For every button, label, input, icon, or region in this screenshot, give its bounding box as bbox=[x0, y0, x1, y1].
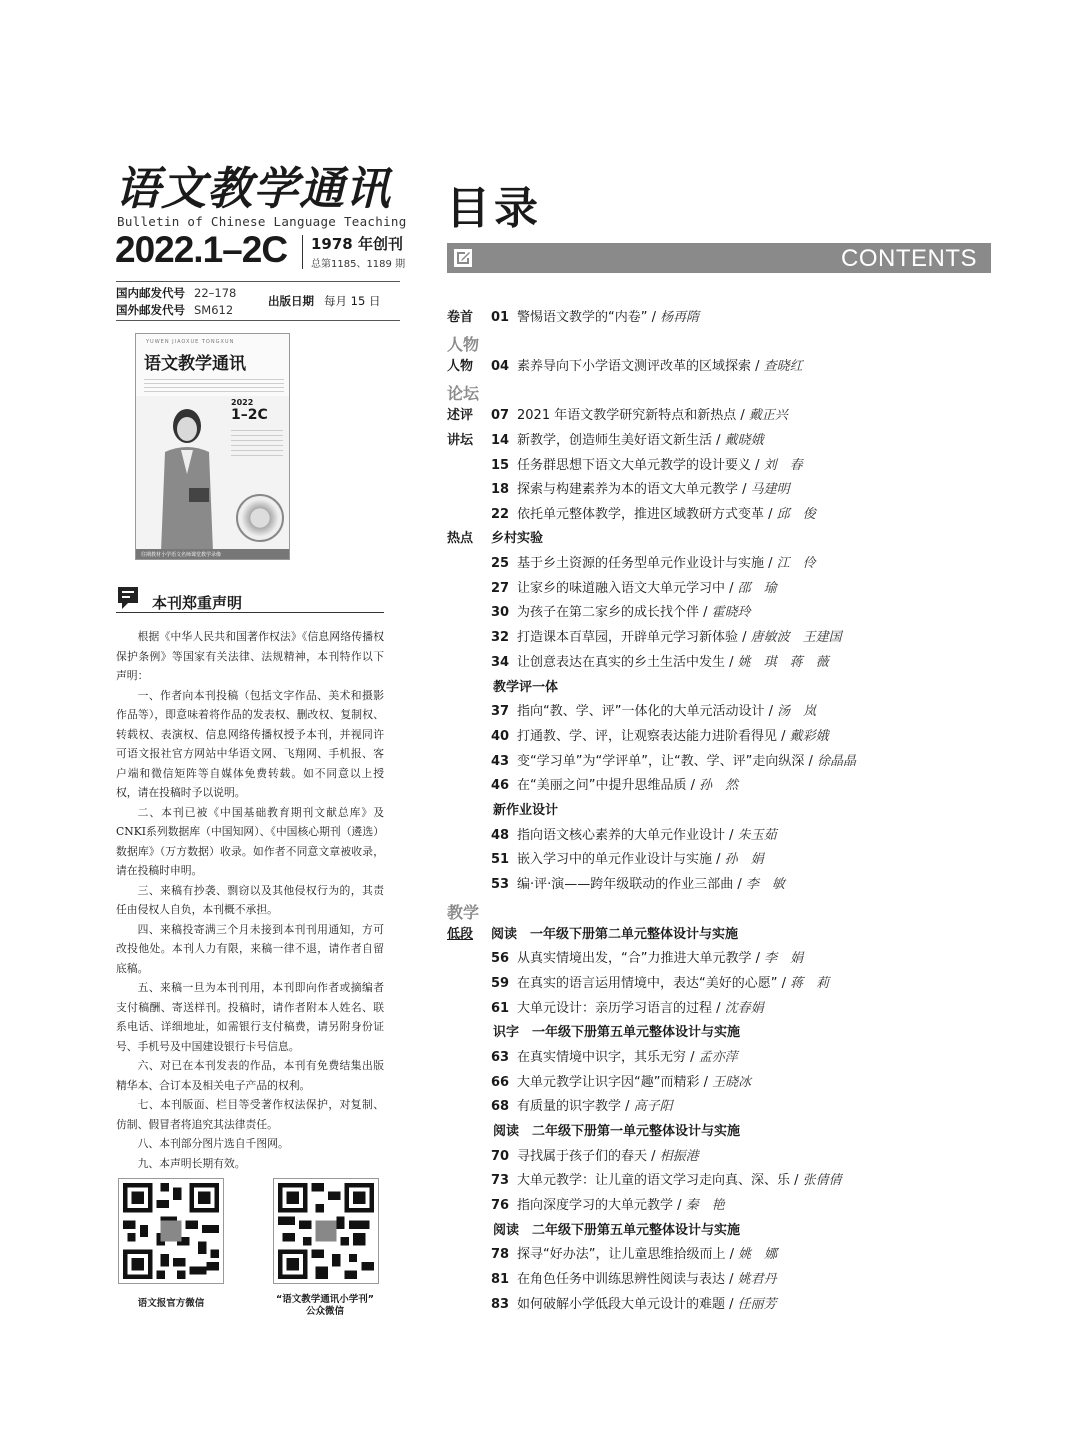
cover-lines bbox=[144, 376, 284, 394]
notice-paragraph: 根据《中华人民共和国著作权法》《信息网络传播权保护条例》等国家有关法律、法规精神，本刊特作以下声明： bbox=[116, 630, 384, 682]
toc-author: 秦 艳 bbox=[685, 1198, 725, 1213]
toc-title: 目录 bbox=[446, 183, 542, 234]
toc-page: 63 bbox=[491, 1050, 510, 1065]
toc-title-text: 指向语文核心素养的大单元作业设计 bbox=[517, 828, 726, 843]
section-renwu: 人物 bbox=[447, 335, 480, 354]
toc-title-text: 变“学习单”为“学评单”，让“教、学、评”走向纵深 bbox=[517, 754, 805, 769]
toc-column: 低段 bbox=[447, 927, 474, 942]
toc-page: 07 bbox=[491, 408, 510, 423]
toc-title-text: 2021 年语文教学研究新特点和新热点 bbox=[517, 408, 737, 423]
toc-title-text: 在“美丽之问”中提升思维品质 bbox=[517, 778, 687, 793]
toc-subsection bbox=[447, 923, 738, 947]
toc-title-text: 让家乡的味道融入语文大单元学习中 bbox=[517, 581, 726, 596]
cover-footer-text: 往期教材小学语文名师课堂教学录像 bbox=[141, 552, 222, 558]
toc-title-text: 从真实情境出发，“合”力推进大单元教学 bbox=[517, 951, 752, 966]
toc-title-text: 打造课本百草园，开辟单元学习新体验 bbox=[517, 630, 739, 645]
toc-author: 徐晶晶 bbox=[817, 754, 857, 769]
toc-page: 53 bbox=[491, 877, 510, 892]
toc-entry[interactable]: 18 探索与构建素养为本的语文大单元教学 / 马建明 bbox=[447, 478, 790, 502]
foreign-label: 国外邮发代号 bbox=[116, 303, 185, 317]
toc-entry[interactable]: 40 打通教、学、评，让观察表达能力进阶看得见 / 戴彩娥 bbox=[447, 725, 829, 749]
toc-entry[interactable]: 48 指向语文核心素养的大单元作业设计 / 朱玉茹 bbox=[447, 824, 777, 848]
toc-title-text: 在角色任务中训练思辨性阅读与表达 bbox=[517, 1272, 726, 1287]
toc-author: 孙 然 bbox=[699, 778, 739, 793]
toc-column: 人物 bbox=[447, 359, 474, 374]
cover-portrait bbox=[151, 404, 221, 552]
toc-title-text: 打通教、学、评，让观察表达能力进阶看得见 bbox=[517, 729, 778, 744]
toc-entry[interactable]: 人物 04 素养导向下小学语文测评改革的区域探索 / 查晓红 bbox=[447, 355, 803, 379]
toc-entry[interactable]: 25 基于乡土资源的任务型单元作业设计与实施 / 江 伶 bbox=[447, 552, 816, 576]
toc-author: 汤 岚 bbox=[777, 704, 817, 719]
founded-year: 1978 年创刊 bbox=[311, 235, 403, 253]
contents-bar bbox=[447, 243, 991, 273]
toc-page: 68 bbox=[491, 1099, 510, 1114]
toc-author: 李 敏 bbox=[745, 877, 785, 892]
logo-icon bbox=[453, 248, 473, 268]
toc-title-text: 新教学，创造师生美好语文新生活 bbox=[517, 433, 713, 448]
toc-author: 邵 瑜 bbox=[737, 581, 777, 596]
toc-page: 59 bbox=[491, 976, 510, 991]
issue-number: 2022.1–2C bbox=[115, 229, 288, 270]
qr-code-left[interactable] bbox=[118, 1178, 224, 1284]
toc-author: 戴正兴 bbox=[748, 408, 788, 423]
toc-entry[interactable]: 59 在真实的语言运用情境中，表达“美好的心愿” / 蒋 莉 bbox=[447, 972, 829, 996]
toc-subsection-title: 阅读 一年级下册第二单元整体设计与实施 bbox=[491, 927, 739, 942]
notice-paragraph: 七、本刊版面、栏目等受著作权法保护，对复制、仿制、假冒者将追究其法律责任。 bbox=[116, 1098, 384, 1131]
toc-entry[interactable]: 56 从真实情境出发，“合”力推进大单元教学 / 李 娟 bbox=[447, 947, 803, 971]
notice-paragraph: 八、本刊部分图片选自千图网。 bbox=[137, 1137, 289, 1150]
toc-page: 78 bbox=[491, 1247, 510, 1262]
toc-author: 孙 娟 bbox=[724, 852, 764, 867]
domestic-value: 22–178 bbox=[194, 286, 237, 300]
toc-entry[interactable]: 61 大单元设计：亲历学习语言的过程 / 沈春娟 bbox=[447, 997, 764, 1021]
toc-title-text: 指向深度学习的大单元教学 bbox=[517, 1198, 674, 1213]
notice-title: 本刊郑重声明 bbox=[152, 594, 243, 612]
toc-title-text: 大单元设计：亲历学习语言的过程 bbox=[517, 1001, 713, 1016]
toc-page: 37 bbox=[491, 704, 510, 719]
toc-author: 姚 娜 bbox=[738, 1247, 778, 1262]
pubdate-label: 出版日期 bbox=[268, 294, 314, 308]
contents-label: CONTENTS bbox=[841, 245, 977, 272]
toc-page: 56 bbox=[491, 951, 510, 966]
toc-author: 戴彩娥 bbox=[789, 729, 829, 744]
toc-entry[interactable]: 78 探寻“好办法”，让儿童思维拾级而上 / 姚 娜 bbox=[447, 1243, 777, 1267]
toc-title-text: 嵌入学习中的单元作业设计与实施 bbox=[517, 852, 713, 867]
toc-author: 邱 俊 bbox=[776, 507, 816, 522]
notice-paragraph: 四、来稿投寄满三个月未接到本刊刊用通知，方可改投他处。本刊人力有限，来稿一律不退，请作者自留底稿。 bbox=[116, 922, 384, 975]
toc-entry[interactable]: 15 任务群思想下语文大单元教学的设计要义 / 刘 春 bbox=[447, 454, 803, 478]
toc-subsection: 教学评一体 bbox=[493, 680, 559, 695]
toc-title-text: 指向“教、学、评”一体化的大单元活动设计 bbox=[517, 704, 765, 719]
toc-title-text: 在真实的语言运用情境中，表达“美好的心愿” bbox=[517, 976, 778, 991]
toc-author: 霍晓玲 bbox=[711, 605, 751, 620]
toc-subsection: 新作业设计 bbox=[493, 803, 559, 818]
toc-author: 任丽芳 bbox=[737, 1297, 777, 1312]
toc-entry[interactable]: 81 在角色任务中训练思辨性阅读与表达 / 姚君丹 bbox=[447, 1268, 777, 1292]
toc-entry[interactable]: 34 让创意表达在真实的乡土生活中发生 / 姚 琪 蒋 薇 bbox=[447, 651, 829, 675]
toc-author: 张倩倩 bbox=[802, 1173, 842, 1188]
toc-entry[interactable]: 68 有质量的识字教学 / 高子阳 bbox=[447, 1095, 673, 1119]
toc-author: 马建明 bbox=[750, 482, 790, 497]
toc-subsection-title: 乡村实验 bbox=[491, 531, 544, 546]
notice-paragraph: 九、本声明长期有效。 bbox=[137, 1156, 246, 1170]
qr-caption-right-1: “语文教学通讯小学刊” bbox=[276, 1294, 374, 1305]
notice-paragraph: 二、本刊已被《中国基础教育期刊文献总库》及CNKI系列数据库（中国知网）、《中国核心期刊（遴选）数据库》（万方数据）收录。如作者不同意文章被收录，请在投稿时申明。 bbox=[116, 805, 384, 877]
qr-code-icon bbox=[119, 1179, 223, 1283]
toc-page: 73 bbox=[491, 1173, 510, 1188]
qr-caption-right-2: 公众微信 bbox=[305, 1306, 344, 1317]
cover-image bbox=[135, 333, 290, 560]
toc-page: 04 bbox=[491, 359, 510, 374]
toc-page: 32 bbox=[491, 630, 510, 645]
postal-codes bbox=[116, 285, 236, 319]
toc-entry[interactable]: 76 指向深度学习的大单元教学 / 秦 艳 bbox=[447, 1194, 725, 1218]
toc-entry[interactable]: 70 寻找属于孩子们的春天 / 相振港 bbox=[447, 1145, 699, 1169]
divider bbox=[116, 320, 400, 321]
toc-author: 杨再隋 bbox=[660, 310, 700, 325]
toc-page: 40 bbox=[491, 729, 510, 744]
toc-title-text: 在真实情境中识字，其乐无穷 bbox=[517, 1050, 687, 1065]
toc-author: 高子阳 bbox=[633, 1099, 673, 1114]
toc-title-text: 任务群思想下语文大单元教学的设计要义 bbox=[517, 458, 752, 473]
domestic-label: 国内邮发代号 bbox=[116, 286, 185, 300]
cover-title: 语文教学通讯 bbox=[144, 354, 246, 374]
toc-entry[interactable]: 66 大单元教学让识字因“趣”而精彩 / 王晓冰 bbox=[447, 1071, 751, 1095]
pubdate-value: 每月 15 日 bbox=[324, 294, 381, 308]
toc-entry[interactable]: 32 打造课本百草园，开辟单元学习新体验 / 唐敏波 王建国 bbox=[447, 626, 842, 650]
toc-entry[interactable]: 27 让家乡的味道融入语文大单元学习中 / 邵 瑜 bbox=[447, 577, 777, 601]
toc-author: 戴晓娥 bbox=[724, 433, 764, 448]
total-issue: 总第1185、1189 期 bbox=[311, 259, 406, 270]
toc-page: 22 bbox=[491, 507, 510, 522]
toc-title-text: 警惕语文教学的“内卷” bbox=[517, 310, 648, 325]
toc-page: 18 bbox=[491, 482, 510, 497]
toc-entry[interactable]: 83 如何破解小学低段大单元设计的难题 / 任丽芳 bbox=[447, 1293, 777, 1317]
toc-column: 讲坛 bbox=[447, 433, 474, 448]
toc-entry[interactable]: 51 嵌入学习中的单元作业设计与实施 / 孙 娟 bbox=[447, 848, 764, 872]
toc-author: 李 娟 bbox=[764, 951, 804, 966]
toc-author: 姚 琪 蒋 薇 bbox=[737, 655, 829, 670]
toc-author: 江 伶 bbox=[776, 556, 816, 571]
toc-page: 81 bbox=[491, 1272, 510, 1287]
toc-page: 27 bbox=[491, 581, 510, 596]
toc-page: 43 bbox=[491, 754, 510, 769]
toc-entry[interactable]: 53 编·评·演——跨年级联动的作业三部曲 / 李 敏 bbox=[447, 873, 785, 897]
toc-entry[interactable]: 37 指向“教、学、评”一体化的大单元活动设计 / 汤 岚 bbox=[447, 700, 816, 724]
toc-title-text: 让创意表达在真实的乡土生活中发生 bbox=[517, 655, 726, 670]
toc-author: 朱玉茹 bbox=[737, 828, 777, 843]
toc-entry[interactable]: 63 在真实情境中识字，其乐无穷 / 孟亦萍 bbox=[447, 1046, 738, 1070]
toc-title-text: 大单元教学：让儿童的语文学习走向真、深、乐 bbox=[517, 1173, 791, 1188]
toc-subsection: 阅读 二年级下册第五单元整体设计与实施 bbox=[493, 1223, 741, 1238]
toc-title-text: 大单元教学让识字因“趣”而精彩 bbox=[517, 1075, 700, 1090]
toc-page: 15 bbox=[491, 458, 510, 473]
toc-entry[interactable]: 43 变“学习单”为“学评单”，让“教、学、评”走向纵深 / 徐晶晶 bbox=[447, 750, 856, 774]
toc-entry[interactable]: 46 在“美丽之问”中提升思维品质 / 孙 然 bbox=[447, 774, 738, 798]
notice-paragraph: 一、作者向本刊投稿（包括文字作品、美术和摄影作品等），即意味着将作品的发表权、删改权、复制权、转载权、表演权、信息网络传播权授予本刊，并视同许可语文报社官方网站中华语文网、飞翔网、手机报、客户端和微信矩阵等自媒体免费转载。如不同意以上授权，请在投稿时予以说明。 bbox=[116, 688, 384, 799]
qr-code-icon bbox=[274, 1179, 378, 1283]
toc-author: 姚君丹 bbox=[737, 1272, 777, 1287]
masthead-subtitle: Bulletin of Chinese Language Teaching bbox=[117, 214, 407, 229]
cover-smalltext bbox=[231, 426, 283, 456]
notice-divider bbox=[116, 612, 384, 613]
toc-subsection: 阅读 二年级下册第一单元整体设计与实施 bbox=[493, 1124, 741, 1139]
toc-entry[interactable]: 22 依托单元整体教学，推进区域教研方式变革 / 邱 俊 bbox=[447, 503, 816, 527]
toc-page: 34 bbox=[491, 655, 510, 670]
notice-paragraph: 六、对已在本刊发表的作品，本刊有免费结集出版精华本、合订本及相关电子产品的权利。 bbox=[116, 1059, 384, 1092]
foreign-value: SM612 bbox=[194, 303, 234, 317]
issue-separator bbox=[302, 235, 303, 269]
toc-page: 83 bbox=[491, 1297, 510, 1312]
toc-title-text: 如何破解小学低段大单元设计的难题 bbox=[517, 1297, 726, 1312]
toc-column: 卷首 bbox=[447, 310, 474, 325]
toc-author: 刘 春 bbox=[763, 458, 803, 473]
cover-year: 2022 bbox=[231, 398, 254, 407]
toc-page: 51 bbox=[491, 852, 510, 867]
section-luntan: 论坛 bbox=[447, 384, 480, 403]
toc-column: 热点 bbox=[447, 531, 474, 546]
cover-en: YUWEN JIAOXUE TONGXUN bbox=[146, 339, 235, 345]
toc-title-text: 素养导向下小学语文测评改革的区域探索 bbox=[517, 359, 752, 374]
toc-author: 王晓冰 bbox=[712, 1075, 752, 1090]
qr-code-right[interactable] bbox=[273, 1178, 379, 1284]
toc-title-text: 编·评·演——跨年级联动的作业三部曲 bbox=[517, 877, 734, 892]
toc-page: 25 bbox=[491, 556, 510, 571]
toc-column: 述评 bbox=[447, 408, 474, 423]
toc-title-text: 寻找属于孩子们的春天 bbox=[517, 1149, 648, 1164]
notice-paragraph: 三、来稿有抄袭、剽窃以及其他侵权行为的，其责任由侵权人自负，本刊概不承担。 bbox=[116, 883, 384, 916]
toc-author: 唐敏波 王建国 bbox=[750, 630, 842, 645]
toc-page: 14 bbox=[491, 433, 510, 448]
toc-title-text: 基于乡土资源的任务型单元作业设计与实施 bbox=[517, 556, 765, 571]
toc-entry[interactable]: 述评 07 2021 年语文教学研究新特点和新热点 / 戴正兴 bbox=[447, 404, 788, 428]
toc-title-text: 探索与构建素养为本的语文大单元教学 bbox=[517, 482, 739, 497]
pub-date bbox=[268, 293, 380, 309]
toc-page: 01 bbox=[491, 310, 510, 325]
toc-entry[interactable]: 30 为孩子在第二家乡的成长找个伴 / 霍晓玲 bbox=[447, 601, 751, 625]
toc-page: 30 bbox=[491, 605, 510, 620]
toc-subsection: 识字 一年级下册第五单元整体设计与实施 bbox=[493, 1025, 741, 1040]
toc-entry[interactable]: 卷首 01 警惕语文教学的“内卷” / 杨再隋 bbox=[447, 306, 699, 330]
toc-page: 66 bbox=[491, 1075, 510, 1090]
toc-author: 蒋 莉 bbox=[790, 976, 830, 991]
toc-page: 76 bbox=[491, 1198, 510, 1213]
toc-author: 查晓红 bbox=[763, 359, 803, 374]
toc-subsection bbox=[447, 527, 543, 551]
cover-footer bbox=[136, 549, 289, 559]
toc-title-text: 依托单元整体教学，推进区域教研方式变革 bbox=[517, 507, 765, 522]
notice-body bbox=[116, 627, 384, 1173]
toc-title-text: 为孩子在第二家乡的成长找个伴 bbox=[517, 605, 700, 620]
toc-page: 48 bbox=[491, 828, 510, 843]
qr-caption-right bbox=[268, 1294, 382, 1318]
speech-bubble-icon bbox=[116, 585, 140, 611]
toc-entry[interactable]: 讲坛 14 新教学，创造师生美好语文新生活 / 戴晓娥 bbox=[447, 429, 764, 453]
notice-paragraph: 五、来稿一旦为本刊刊用，本刊即向作者或摘编者支付稿酬、寄送样刊。投稿时，请作者附本人姓名、联系电话、详细地址，如需银行支付稿费，请另附身份证号、手机号及中国建设银行卡号信息。 bbox=[116, 981, 384, 1053]
masthead-title: 语文教学通讯 bbox=[115, 162, 392, 215]
toc-title-text: 有质量的识字教学 bbox=[517, 1099, 622, 1114]
toc-author: 相振港 bbox=[659, 1149, 699, 1164]
toc-title-text: 探寻“好办法”，让儿童思维拾级而上 bbox=[517, 1247, 726, 1262]
cover-seal bbox=[236, 494, 284, 542]
toc-author: 沈春娟 bbox=[724, 1001, 764, 1016]
section-jiaoxue: 教学 bbox=[447, 903, 480, 922]
cover-number: 1–2C bbox=[231, 407, 268, 423]
toc-page: 70 bbox=[491, 1149, 510, 1164]
divider bbox=[116, 281, 400, 282]
toc-author: 孟亦萍 bbox=[698, 1050, 738, 1065]
toc-entry[interactable]: 73 大单元教学：让儿童的语文学习走向真、深、乐 / 张倩倩 bbox=[447, 1169, 842, 1193]
qr-caption-left: 语文报官方微信 bbox=[137, 1298, 205, 1309]
toc-page: 46 bbox=[491, 778, 510, 793]
toc-page: 61 bbox=[491, 1001, 510, 1016]
